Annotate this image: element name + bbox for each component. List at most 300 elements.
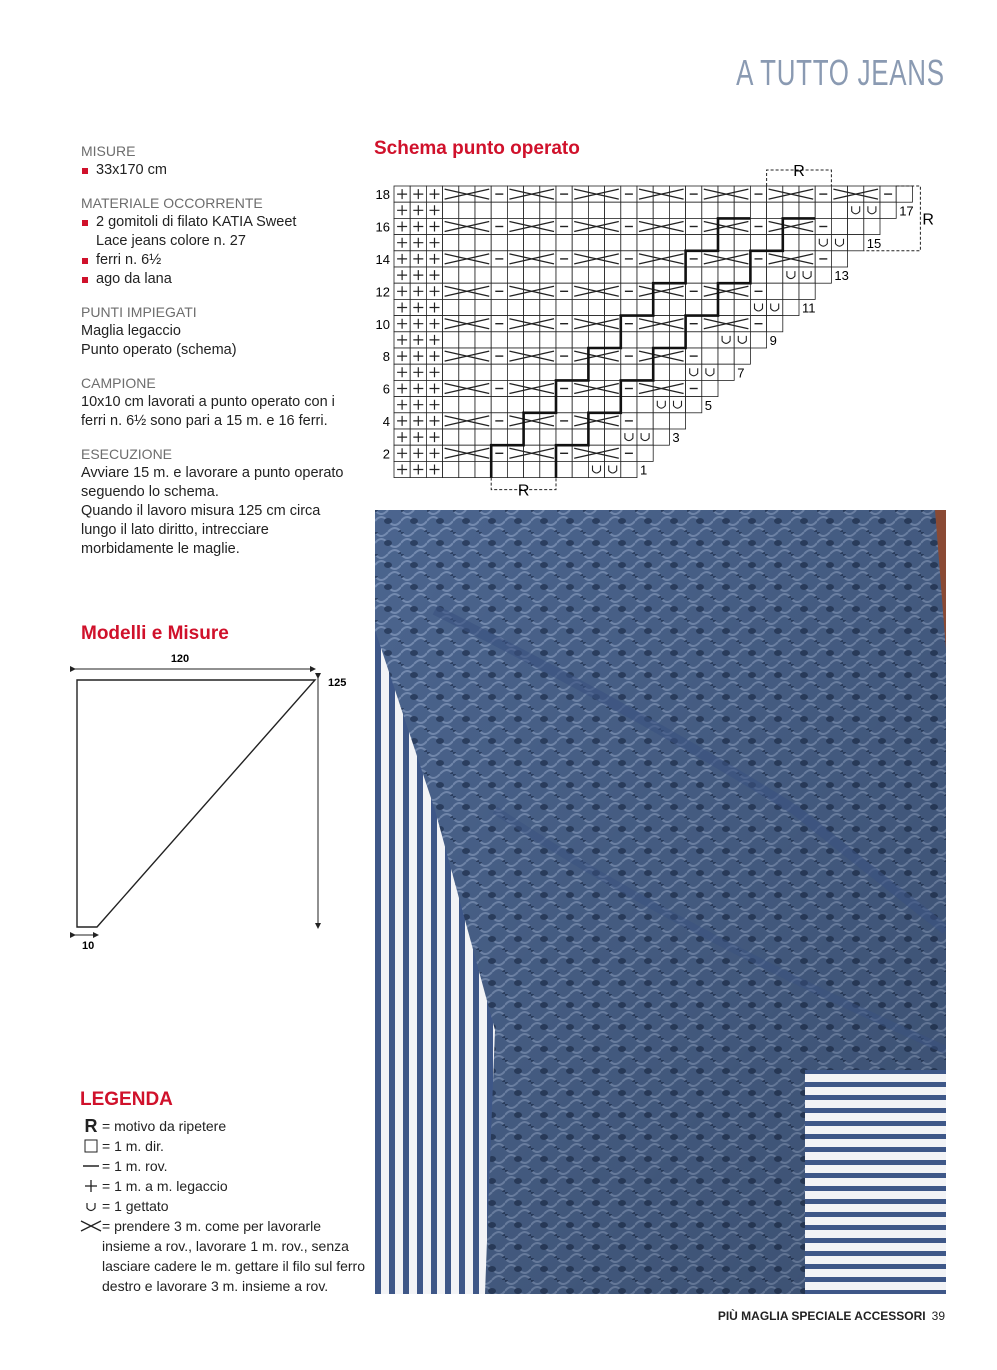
chart-cell bbox=[637, 429, 653, 445]
chart-cell bbox=[848, 218, 864, 234]
chart-cell bbox=[767, 299, 783, 315]
instructions-column bbox=[81, 142, 361, 559]
chart-cell bbox=[783, 299, 799, 315]
chart-cell bbox=[491, 267, 507, 283]
chart-cell bbox=[621, 364, 637, 380]
repeat-label: R bbox=[517, 482, 530, 498]
chart-cell bbox=[831, 218, 847, 234]
chart-cell bbox=[556, 461, 572, 477]
chart-cell bbox=[621, 429, 637, 445]
chart-cell bbox=[475, 251, 491, 267]
chart-cell bbox=[767, 267, 783, 283]
chart-cell bbox=[524, 364, 540, 380]
chart-cell bbox=[734, 186, 750, 202]
legend-text: = prendere 3 m. come per lavorarle bbox=[102, 1218, 322, 1234]
legend-text: = 1 m. a m. legaccio bbox=[102, 1178, 228, 1194]
chart-cell bbox=[605, 348, 621, 364]
chart-cell bbox=[653, 413, 669, 429]
chart-cell bbox=[491, 461, 507, 477]
legend-text: = 1 gettato bbox=[102, 1198, 169, 1214]
chart-cell bbox=[507, 267, 523, 283]
chart-cell bbox=[443, 445, 459, 461]
chart-cell bbox=[621, 397, 637, 413]
chart-cell bbox=[669, 202, 685, 218]
materiale-item-yarn: 2 gomitoli di filato KATIA Sweet bbox=[81, 213, 361, 232]
chart-cell bbox=[540, 429, 556, 445]
chart-cell bbox=[605, 186, 621, 202]
chart-cell bbox=[443, 283, 459, 299]
legend-text-cont: lasciare cadere le m. gettare il filo sul ferro bbox=[102, 1258, 365, 1274]
row-number-label: 12 bbox=[375, 284, 390, 300]
legend bbox=[80, 1090, 370, 1296]
chart-cell bbox=[524, 332, 540, 348]
chart-cell bbox=[459, 429, 475, 445]
chart-cell bbox=[734, 202, 750, 218]
chart-cell bbox=[864, 186, 880, 202]
chart-cell bbox=[637, 267, 653, 283]
chart-cell bbox=[475, 413, 491, 429]
chart-cell bbox=[621, 299, 637, 315]
chart-cell bbox=[475, 283, 491, 299]
chart-cell bbox=[718, 348, 734, 364]
row-number-label: 14 bbox=[375, 252, 390, 267]
chart-cell bbox=[702, 380, 718, 396]
chart-cell bbox=[605, 218, 621, 234]
esecuzione-line: lungo il lato diritto, intrecciare bbox=[81, 522, 269, 538]
chart-cell bbox=[702, 251, 718, 267]
chart-cell bbox=[572, 348, 588, 364]
esecuzione-line: morbidamente le maglie. bbox=[81, 541, 240, 557]
chart-cell bbox=[750, 267, 766, 283]
chart-cell bbox=[767, 218, 783, 234]
chart-cell bbox=[588, 364, 604, 380]
chart-cell bbox=[669, 218, 685, 234]
chart-cell bbox=[540, 316, 556, 332]
legend-text: = motivo da ripetere bbox=[102, 1118, 227, 1134]
chart-cell bbox=[864, 218, 880, 234]
chart-cell bbox=[734, 348, 750, 364]
chart-cell bbox=[605, 445, 621, 461]
chart-cell bbox=[524, 429, 540, 445]
esecuzione-line: Quando il lavoro misura 125 cm circa bbox=[81, 503, 321, 519]
chart-cell bbox=[572, 445, 588, 461]
chart-cell bbox=[588, 267, 604, 283]
chart-cell bbox=[443, 218, 459, 234]
chart-cell bbox=[734, 283, 750, 299]
chart-cell bbox=[507, 218, 523, 234]
chart-cell bbox=[653, 235, 669, 251]
chart-cell bbox=[653, 202, 669, 218]
chart-cell bbox=[443, 202, 459, 218]
chart-cell bbox=[459, 299, 475, 315]
chart-cell bbox=[475, 429, 491, 445]
chart-cell bbox=[621, 461, 637, 477]
chart-cell bbox=[605, 364, 621, 380]
chart-cell bbox=[702, 299, 718, 315]
chart-cell bbox=[702, 235, 718, 251]
chart-cell bbox=[896, 186, 912, 202]
row-number-label: 5 bbox=[704, 397, 713, 413]
chart-cell bbox=[507, 316, 523, 332]
chart-cell bbox=[572, 299, 588, 315]
chart-cell bbox=[507, 364, 523, 380]
chart-cell bbox=[831, 202, 847, 218]
chart-cell bbox=[815, 202, 831, 218]
chart-cell bbox=[702, 218, 718, 234]
chart-cell bbox=[475, 348, 491, 364]
chart-cell bbox=[507, 397, 523, 413]
chart-cell bbox=[572, 283, 588, 299]
chart-cell bbox=[637, 251, 653, 267]
chart-cell bbox=[605, 397, 621, 413]
chart-cell bbox=[605, 461, 621, 477]
misure-heading: MISURE bbox=[81, 143, 136, 159]
chart-cell bbox=[702, 267, 718, 283]
chart-cell bbox=[734, 251, 750, 267]
chart-cell bbox=[767, 316, 783, 332]
chart-cell bbox=[767, 283, 783, 299]
chart-cell bbox=[540, 267, 556, 283]
chart-cell bbox=[637, 316, 653, 332]
magazine-name: PIÙ MAGLIA SPECIALE ACCESSORI bbox=[717, 1309, 926, 1323]
chart-cell bbox=[443, 251, 459, 267]
legend-title: LEGENDA bbox=[80, 1089, 173, 1110]
chart-cell bbox=[848, 235, 864, 251]
chart-cell bbox=[669, 380, 685, 396]
row-number-label: 1 bbox=[640, 462, 648, 478]
chart-cell bbox=[588, 299, 604, 315]
chart-cell bbox=[572, 332, 588, 348]
chart-cell bbox=[540, 235, 556, 251]
chart-cell bbox=[669, 186, 685, 202]
chart-cell bbox=[507, 461, 523, 477]
chart-cell bbox=[556, 429, 572, 445]
chart-cell bbox=[443, 364, 459, 380]
chart-cell bbox=[799, 235, 815, 251]
chart-cell bbox=[507, 413, 523, 429]
chart-cell bbox=[831, 251, 847, 267]
chart-cell bbox=[540, 186, 556, 202]
chart-cell bbox=[540, 202, 556, 218]
chart-cell bbox=[540, 445, 556, 461]
chart-cell bbox=[459, 202, 475, 218]
garter-plus-icon bbox=[80, 1176, 102, 1196]
row-number-label: 7 bbox=[737, 365, 745, 381]
chart-cell bbox=[637, 186, 653, 202]
chart-cell bbox=[524, 267, 540, 283]
chart-cell bbox=[767, 186, 783, 202]
chart-cell bbox=[718, 332, 734, 348]
chart-cell bbox=[540, 380, 556, 396]
chart-cell bbox=[669, 283, 685, 299]
legend-row bbox=[80, 1116, 370, 1136]
chart-cell bbox=[669, 235, 685, 251]
chart-cell bbox=[588, 429, 604, 445]
row-number-label: 13 bbox=[834, 268, 849, 284]
chart-cell bbox=[653, 397, 669, 413]
chart-cell bbox=[669, 267, 685, 283]
chart-cell bbox=[605, 299, 621, 315]
chart-cell bbox=[475, 461, 491, 477]
chart-cell bbox=[475, 218, 491, 234]
row-number-label: 9 bbox=[769, 333, 777, 348]
knit-square-icon bbox=[80, 1136, 102, 1156]
repeat-label: R bbox=[922, 211, 934, 229]
chart-cell bbox=[572, 429, 588, 445]
chart-cell bbox=[750, 332, 766, 348]
chart-cell bbox=[540, 283, 556, 299]
chart-cell bbox=[637, 283, 653, 299]
chart-cell bbox=[443, 332, 459, 348]
chart-cell bbox=[491, 235, 507, 251]
chart-cell bbox=[799, 218, 815, 234]
chart-cell bbox=[669, 364, 685, 380]
chart-cell bbox=[702, 283, 718, 299]
chart-cell bbox=[443, 316, 459, 332]
chart-cell bbox=[540, 461, 556, 477]
chart-cell bbox=[702, 202, 718, 218]
row-number-label: 15 bbox=[866, 235, 882, 251]
chart-cell bbox=[475, 316, 491, 332]
page-number: 39 bbox=[931, 1309, 945, 1323]
chart-cell bbox=[556, 397, 572, 413]
chart-cell bbox=[507, 348, 523, 364]
chart-cell bbox=[572, 186, 588, 202]
chart-cell bbox=[734, 316, 750, 332]
chart-cell bbox=[524, 397, 540, 413]
chart-cell bbox=[588, 332, 604, 348]
chart-cell bbox=[507, 235, 523, 251]
chart-cell bbox=[734, 235, 750, 251]
legend-row bbox=[80, 1156, 370, 1176]
chart-cell bbox=[718, 202, 734, 218]
esecuzione-line: Avviare 15 m. e lavorare a punto operato bbox=[81, 465, 344, 481]
chart-cell bbox=[572, 397, 588, 413]
chart-cell bbox=[475, 267, 491, 283]
chart-cell bbox=[491, 202, 507, 218]
materiale-item-yarn-cont: Lace jeans colore n. 27 bbox=[96, 233, 246, 249]
chart-cell bbox=[637, 445, 653, 461]
chart-cell bbox=[718, 364, 734, 380]
chart-cell bbox=[443, 380, 459, 396]
chart-cell bbox=[507, 299, 523, 315]
chart-cell bbox=[686, 202, 702, 218]
chart-cell bbox=[831, 235, 847, 251]
chart-cell bbox=[750, 235, 766, 251]
chart-cell bbox=[459, 364, 475, 380]
materiale-heading: MATERIALE OCCORRENTE bbox=[81, 195, 263, 211]
chart-cell bbox=[783, 202, 799, 218]
chart-cell bbox=[767, 202, 783, 218]
chart-cell bbox=[572, 267, 588, 283]
chart-cell bbox=[783, 267, 799, 283]
chart-cell bbox=[588, 202, 604, 218]
shawl-photo bbox=[375, 510, 946, 1294]
chart-cell bbox=[443, 429, 459, 445]
chart-cell bbox=[799, 202, 815, 218]
chart-cell bbox=[540, 299, 556, 315]
row-number-label: 17 bbox=[899, 203, 914, 219]
chart-cell bbox=[588, 235, 604, 251]
chart-cell bbox=[799, 186, 815, 202]
chart-cell bbox=[653, 332, 669, 348]
chart-cell bbox=[459, 267, 475, 283]
chart-cell bbox=[669, 299, 685, 315]
chart-cell bbox=[491, 299, 507, 315]
legend-text: = 1 m. rov. bbox=[102, 1158, 168, 1174]
height-label: 125 bbox=[328, 677, 347, 689]
chart-cell bbox=[459, 397, 475, 413]
chart-cell bbox=[524, 235, 540, 251]
chart-cell bbox=[734, 332, 750, 348]
chart-cell bbox=[864, 202, 880, 218]
chart-cell bbox=[783, 283, 799, 299]
chart-cell bbox=[637, 348, 653, 364]
chart-cell bbox=[443, 186, 459, 202]
chart-cell bbox=[653, 364, 669, 380]
chart-cell bbox=[475, 380, 491, 396]
chart-cell bbox=[605, 202, 621, 218]
chart-cell bbox=[507, 283, 523, 299]
chart-cell bbox=[637, 299, 653, 315]
chart-cell bbox=[605, 235, 621, 251]
row-number-label: 4 bbox=[382, 414, 390, 429]
punti-line: Maglia legaccio bbox=[81, 323, 181, 339]
yarn-over-u-icon bbox=[80, 1196, 102, 1216]
chart-cell bbox=[686, 332, 702, 348]
chart-cell bbox=[507, 445, 523, 461]
chart-cell bbox=[621, 267, 637, 283]
punti-heading: PUNTI IMPIEGATI bbox=[81, 304, 197, 320]
chart-cell bbox=[475, 397, 491, 413]
chart-cell bbox=[767, 251, 783, 267]
chart-cell bbox=[507, 380, 523, 396]
legend-row bbox=[80, 1176, 370, 1196]
repeat-label: R bbox=[793, 163, 805, 180]
chart-cell bbox=[459, 461, 475, 477]
chart-cell bbox=[734, 218, 750, 234]
chart-cell bbox=[443, 348, 459, 364]
row-number-label: 3 bbox=[672, 430, 680, 446]
chart-cell bbox=[702, 332, 718, 348]
chart-cell bbox=[524, 461, 540, 477]
chart-cell bbox=[540, 218, 556, 234]
chart-cell bbox=[443, 461, 459, 477]
chart-cell bbox=[443, 397, 459, 413]
schematic-diagram bbox=[60, 648, 360, 958]
row-number-label: 8 bbox=[382, 349, 390, 365]
chart-cell bbox=[475, 202, 491, 218]
chart-cell bbox=[669, 413, 685, 429]
chart-cell bbox=[669, 251, 685, 267]
chart-cell bbox=[556, 332, 572, 348]
row-number-label: 10 bbox=[375, 316, 390, 332]
chart-cell bbox=[637, 202, 653, 218]
chart-cell bbox=[783, 235, 799, 251]
chart-cell bbox=[491, 429, 507, 445]
chart-cell bbox=[507, 251, 523, 267]
chart-cell bbox=[475, 299, 491, 315]
chart-cell bbox=[637, 364, 653, 380]
chart-cell bbox=[718, 267, 734, 283]
legend-row bbox=[80, 1196, 370, 1216]
chart-cell bbox=[540, 251, 556, 267]
cross-stitch-icon bbox=[80, 1216, 102, 1236]
chart-cell bbox=[540, 397, 556, 413]
chart-cell bbox=[848, 202, 864, 218]
chart-cell bbox=[637, 235, 653, 251]
chart-cell bbox=[734, 299, 750, 315]
chart-cell bbox=[702, 316, 718, 332]
chart-cell bbox=[686, 235, 702, 251]
chart-cell bbox=[556, 364, 572, 380]
chart-cell bbox=[734, 267, 750, 283]
chart-cell bbox=[686, 397, 702, 413]
misure-item: 33x170 cm bbox=[81, 161, 361, 180]
chart-cell bbox=[637, 218, 653, 234]
chart-cell bbox=[637, 413, 653, 429]
chart-cell bbox=[572, 235, 588, 251]
chart-cell bbox=[605, 429, 621, 445]
campione-heading: CAMPIONE bbox=[81, 375, 156, 391]
shawl-outline bbox=[77, 680, 315, 927]
chart-cell bbox=[507, 332, 523, 348]
chart-cell bbox=[443, 413, 459, 429]
chart-cell bbox=[572, 218, 588, 234]
repeat-r-icon: R bbox=[84, 1116, 98, 1136]
chart-cell bbox=[605, 251, 621, 267]
chart-cell bbox=[621, 235, 637, 251]
chart-cell bbox=[443, 299, 459, 315]
width-label: 120 bbox=[170, 653, 190, 665]
chart-cell bbox=[605, 267, 621, 283]
chart-cell bbox=[702, 348, 718, 364]
page-header-title: A TUTTO JEANS bbox=[736, 52, 945, 93]
chart-cell bbox=[718, 235, 734, 251]
row-number-label: 11 bbox=[802, 300, 816, 316]
chart-cell bbox=[507, 186, 523, 202]
chart-cell bbox=[880, 202, 896, 218]
row-number-label: 2 bbox=[382, 446, 390, 462]
chart-cell bbox=[669, 332, 685, 348]
row-number-label: 6 bbox=[382, 381, 390, 397]
chart-cell bbox=[491, 364, 507, 380]
chart-cell bbox=[475, 364, 491, 380]
chart-cell bbox=[572, 202, 588, 218]
chart-cell bbox=[588, 397, 604, 413]
campione-line: ferri n. 6½ sono pari a 15 m. e 16 ferri. bbox=[81, 413, 328, 429]
row-number-label: 16 bbox=[375, 219, 390, 235]
chart-cell bbox=[540, 348, 556, 364]
chart-cell bbox=[637, 397, 653, 413]
chart-cell bbox=[605, 380, 621, 396]
chart-cell bbox=[491, 397, 507, 413]
legend-row bbox=[80, 1136, 370, 1156]
chart-cell bbox=[572, 413, 588, 429]
legend-row bbox=[80, 1216, 370, 1236]
chart-cell bbox=[702, 186, 718, 202]
chart-cell bbox=[815, 267, 831, 283]
chart-cell bbox=[621, 202, 637, 218]
chart-cell bbox=[443, 267, 459, 283]
chart-cell bbox=[475, 445, 491, 461]
chart-cell bbox=[799, 283, 815, 299]
striped-shirt-right bbox=[795, 1070, 946, 1294]
chart-cell bbox=[637, 380, 653, 396]
chart-cell bbox=[540, 332, 556, 348]
legend-text-cont: insieme a rov., lavorare 1 m. rov., senza bbox=[102, 1238, 349, 1254]
punti-line: Punto operato (schema) bbox=[81, 342, 237, 358]
